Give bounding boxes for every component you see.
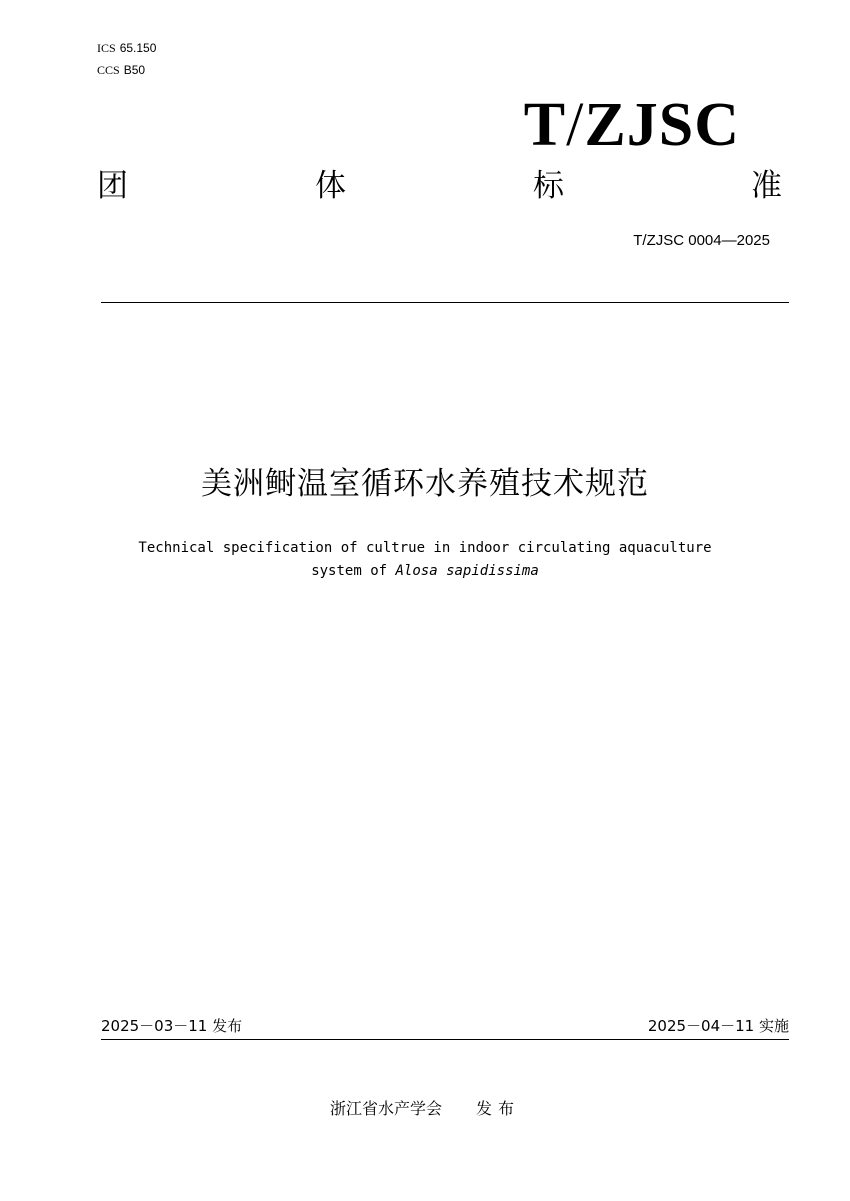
series-prefix: T	[523, 91, 567, 159]
ics-label: ICS	[97, 41, 116, 55]
header-divider	[101, 302, 789, 303]
ics-value: 65.150	[119, 41, 157, 55]
title-en-line2	[0, 560, 850, 583]
publish-label: 发布	[476, 1099, 521, 1118]
document-title-en	[0, 537, 850, 583]
title-en-prefix: system of	[311, 563, 388, 579]
publish-date: 2025－03－11 发布	[101, 1017, 243, 1035]
standard-type	[97, 166, 782, 206]
publisher	[0, 1097, 850, 1121]
standard-type-char: 团	[97, 168, 128, 204]
series-suffix: ZJSC	[584, 91, 740, 159]
standard-number: T/ZJSC 0004—2025	[633, 232, 770, 249]
implement-date: 2025－04－11 实施	[647, 1017, 789, 1035]
standard-series-mark	[524, 92, 740, 158]
ccs-code	[97, 62, 145, 78]
ccs-label: CCS	[97, 63, 120, 77]
standard-type-char: 标	[533, 168, 564, 204]
date-row	[101, 1014, 789, 1038]
footer-divider	[101, 1039, 789, 1040]
title-en-latin-name: Alosa sapidissima	[395, 563, 539, 579]
ics-code	[97, 40, 156, 56]
document-title-zh: 美洲鲥温室循环水养殖技术规范	[201, 466, 649, 502]
standard-type-char: 体	[315, 168, 346, 204]
series-slash: /	[566, 91, 585, 159]
publisher-organization: 浙江省水产学会	[329, 1099, 442, 1118]
standard-type-char: 准	[751, 168, 782, 204]
ccs-value: B50	[123, 63, 146, 77]
title-en-line1: Technical specification of cultrue in indoor circulating aquaculture	[138, 540, 712, 556]
